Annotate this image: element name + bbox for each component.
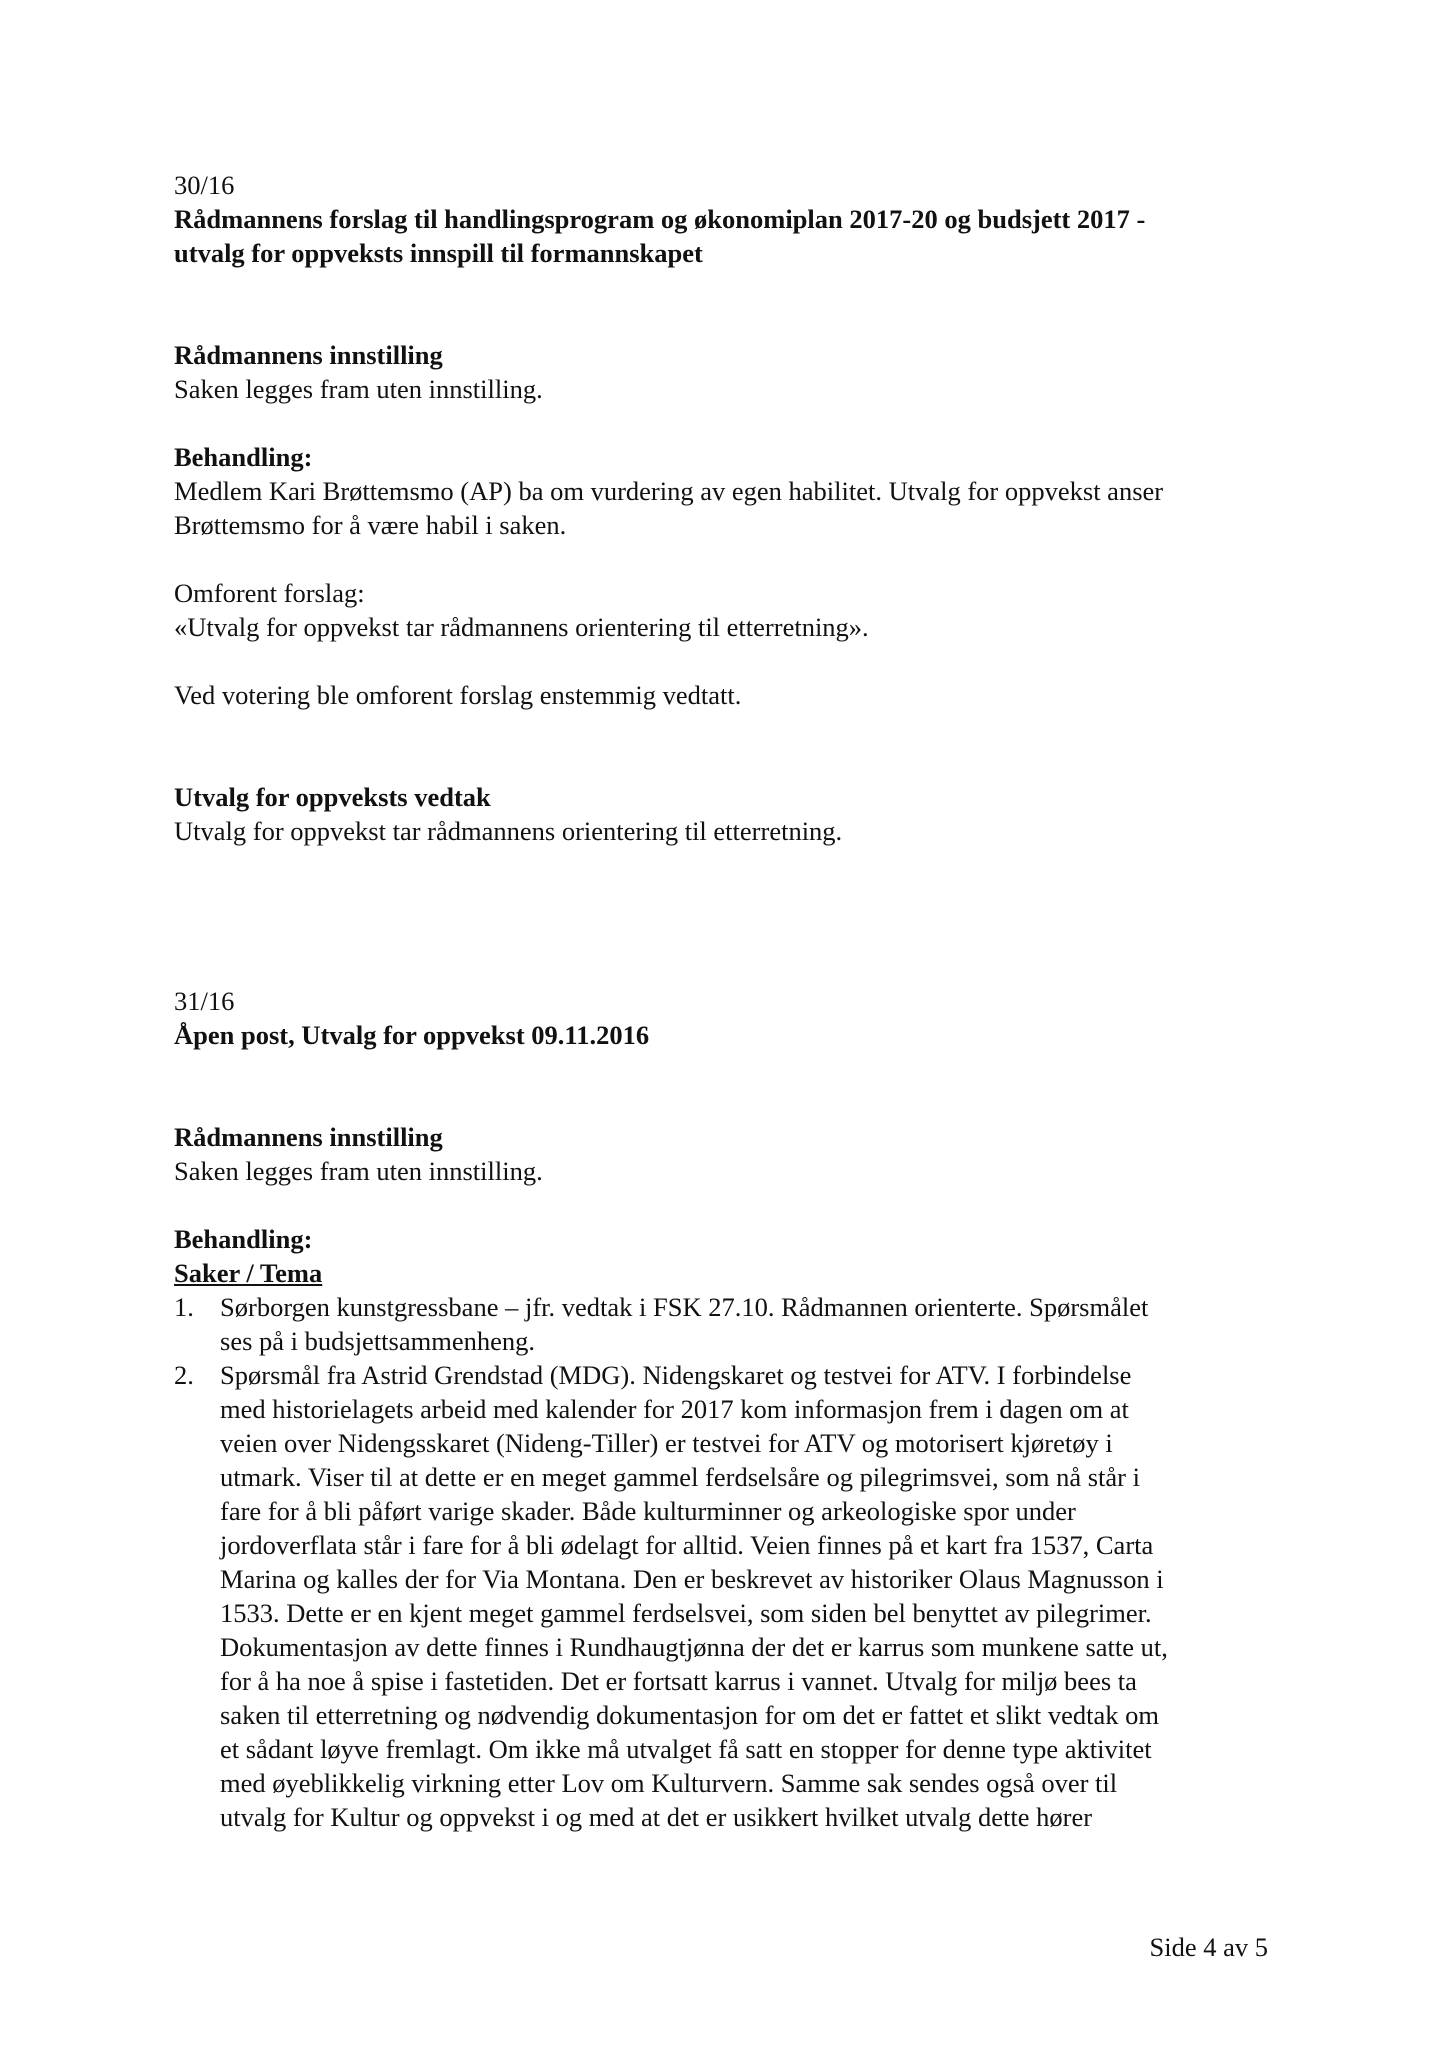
recommendation-heading: Rådmannens innstilling [174,340,443,370]
list-item [174,1290,1274,1358]
list-item-line: utvalg for Kultur og oppvekst i og med at det er usikkert hvilket utvalg dette hører [220,1802,1093,1832]
topics-list [174,1290,1274,1834]
spacer [174,1188,1274,1222]
spacer [174,542,1274,576]
proposal-label: Omforent forslag: [174,578,365,608]
page-number: Side 4 av 5 [1149,1932,1268,1962]
case-number: 31/16 [174,986,235,1016]
list-item-line: Spørsmål fra Astrid Grendstad (MDG). Nidengskaret og testvei for ATV. I forbindelse [220,1360,1132,1390]
proposal-text: «Utvalg for oppvekst tar rådmannens orientering til etterretning». [174,612,869,642]
page-content [174,168,1274,1834]
list-item-line: for å ha noe å spise i fastetiden. Det er fortsatt karrus i vannet. Utvalg for miljø bees ta [220,1666,1137,1696]
list-item-line: ses på i budsjettsammenheng. [220,1326,535,1356]
recommendation-text: Saken legges fram uten innstilling. [174,374,543,404]
topics-heading: Saker / Tema [174,1258,323,1288]
list-item-line: utmark. Viser til at dette er en meget gammel ferdselsåre og pilegrimsvei, som nå står i [220,1462,1140,1492]
case-title-line: Rådmannens forslag til handlingsprogram og økonomiplan 2017-20 og budsjett 2017 - [174,204,1146,234]
list-item-line: 1533. Dette er en kjent meget gammel ferdselsvei, som siden bel benyttet av pilegrimer. [220,1598,1152,1628]
treatment-line: Medlem Kari Brøttemsmo (AP) ba om vurdering av egen habilitet. Utvalg for oppvekst anser [174,476,1164,506]
spacer [174,848,1274,984]
case-title-line: utvalg for oppveksts innspill til formannskapet [174,238,703,268]
recommendation-heading: Rådmannens innstilling [174,1122,443,1152]
vote-text: Ved votering ble omforent forslag enstemmig vedtatt. [174,680,742,710]
list-item-line: saken til etterretning og nødvendig dokumentasjon for om det er fattet et slikt vedtak om [220,1700,1160,1730]
list-item-line: et sådant løyve fremlagt. Om ikke må utvalget få satt en stopper for denne type aktivitet [220,1734,1152,1764]
list-item-line: veien over Nidengsskaret (Nideng-Tiller) er testvei for ATV og motorisert kjøretøy i [220,1428,1113,1458]
recommendation-text: Saken legges fram uten innstilling. [174,1156,543,1186]
list-item-line: jordoverflata står i fare for å bli ødelagt for alltid. Veien finnes på et kart fra 1537, Carta [220,1530,1154,1560]
spacer [174,644,1274,678]
spacer [174,1052,1274,1120]
list-item-line: med historielagets arbeid med kalender for 2017 kom informasjon frem i dagen om at [220,1394,1129,1424]
list-item-line: Sørborgen kunstgressbane – jfr. vedtak i FSK 27.10. Rådmannen orienterte. Spørsmålet [220,1292,1149,1322]
treatment-line: Brøttemsmo for å være habil i saken. [174,510,567,540]
list-item-line: med øyeblikkelig virkning etter Lov om Kulturvern. Samme sak sendes også over til [220,1768,1118,1798]
treatment-heading: Behandling: [174,442,313,472]
case-title: Åpen post, Utvalg for oppvekst 09.11.2016 [174,1020,650,1050]
list-item-number: 2. [174,1360,194,1390]
spacer [174,712,1274,780]
case-number: 30/16 [174,170,235,200]
spacer [174,406,1274,440]
list-item [174,1358,1274,1834]
list-item-line: Marina og kalles der for Via Montana. Den er beskrevet av historiker Olaus Magnusson i [220,1564,1164,1594]
list-item-line: fare for å bli påført varige skader. Både kulturminner og arkeologiske spor under [220,1496,1076,1526]
list-item-line: Dokumentasjon av dette finnes i Rundhaugtjønna der det er karrus som munkene satte ut, [220,1632,1168,1662]
decision-heading: Utvalg for oppveksts vedtak [174,782,491,812]
treatment-heading: Behandling: [174,1224,313,1254]
decision-text: Utvalg for oppvekst tar rådmannens orientering til etterretning. [174,816,843,846]
list-item-number: 1. [174,1292,194,1322]
spacer [174,270,1274,338]
